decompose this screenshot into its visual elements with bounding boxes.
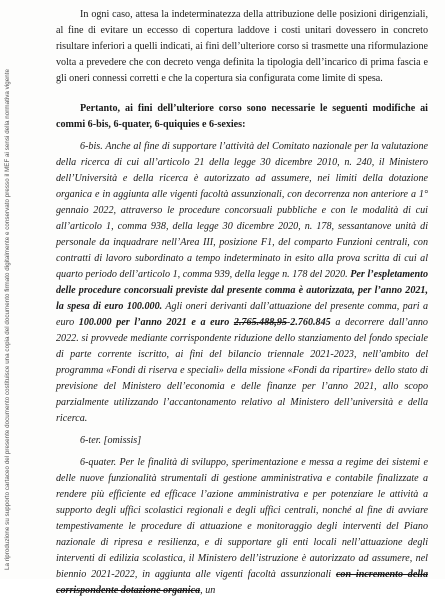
comma-6-quater-strike: con incremento della corrispondente dotazione organica: [56, 569, 428, 596]
side-note-text: La riproduzione su supporto cartaceo del presente documento costituisce una copia del documento firmato digitalmente e conservato presso il MEF ai sensi della normativa vigente: [4, 69, 11, 570]
modifications-heading: Pertanto, ai fini dell’ulteriore corso sono necessarie le seguenti modifiche ai commi 6-bis, 6-quater, 6-quiquies e 6-sexies:: [56, 103, 428, 130]
comma-6-quater: [56, 455, 428, 599]
comma-6-quater-text-2: , un: [200, 585, 216, 596]
comma-6-quater-text-1: 6-quater. Per le finalità di sviluppo, sperimentazione e messa a regime dei sistemi e delle nuove funzionalità strumentali di gestione amministrativa e contabile finalizzate a rendere più efficiente ed efficace l’azione amministrativa e per potenziare le attività a supporto degli uffici scolastici regionali e degli uffici centrali, nonché al fine di avviare tempestivamente le procedure di attuazione e monitoraggio degli interventi del Piano nazionale di ripresa e resilienza, e di supportare gli enti locali nell’attuazione degli interventi di edilizia scolastica, il Ministero dell’istruzione è autorizzato ad assumere, nel biennio 2021-2022, in aggiunta alle vigenti facoltà assunzionali: [56, 457, 428, 580]
comma-6-bis-text-2: Agli oneri derivanti dall’attuazione del presente comma, pari a euro: [56, 301, 429, 328]
comma-6-bis-bold-2: 100.000 per l’anno 2021 e a euro: [78, 317, 230, 328]
comma-6-bis-bold-1: Per l’espletamento delle procedure concorsuali previste dal presente comma è autorizzata, per l’anno 2021, la spesa di euro 100.000.: [56, 269, 428, 312]
side-note-vertical: [2, 40, 16, 570]
comma-6-bis-strike-amount: 2.765.488,95: [233, 317, 287, 328]
comma-6-bis: [56, 139, 428, 427]
comma-6-bis-text-1: 6-bis. Anche al fine di supportare l’attività del Comitato nazionale per la valutazione della ricerca di cui all’articolo 21 della legge 30 dicembre 2010, n. 240, il Ministero dell’Università e della ricerca è autorizzato ad assumere, nei limiti della dotazione organica e in aggiunta alle vigenti facoltà assunzionali, con decorrenza non anteriore a 1° gennaio 2022, attraverso le procedure concorsuali pubbliche e con le modalità di cui all’articolo 1, comma 938, della legge 30 dicembre 2020, n. 178, sessantanove unità di personale da inquadrare nell’Area III, posizione F1, del comparto Funzioni centrali, con contratti di lavoro subordinato a tempo indeterminato in esito alla prova scritta di cui al quarto periodo dell’articolo 1, comma 939, della legge n. 178 del 2020.: [56, 141, 428, 280]
comma-6-ter: 6-ter. [omissis]: [80, 435, 142, 446]
comma-6-bis-text-3: a decorrere dall’anno 2022. si provvede mediante corrispondente riduzione dello stanziamento del fondo speciale di parte corrente iscritto, ai fini del bilancio triennale 2021-2023, nell’ambito del programma «Fondi di riserva e speciali» della missione «Fondi da ripartire» dello stato di previsione del Ministero dell’economia e delle finanze per l’anno 2021, allo scopo parzialmente utilizzando l’accantonamento relativo al Ministero dell’università e della ricerca.: [56, 317, 428, 424]
comma-6-bis-bold-amount: -2.760.845: [286, 317, 331, 328]
intro-paragraph: In ogni caso, attesa la indeterminatezza della attribuzione delle posizioni dirigenziali, al fine di evitare un eccesso di copertura laddove i costi unitari dovessero in concreto risultare inferiori a quelli indicati, ai fini dell’ulteriore corso si trasmette una riformulazione volta a prevedere che con decreto venga definita la tipologia dell’incarico di prima fascia e gli oneri connessi corretti e che la copertura sia configurata come limite di spesa.: [56, 9, 428, 84]
document-body: [56, 0, 428, 599]
